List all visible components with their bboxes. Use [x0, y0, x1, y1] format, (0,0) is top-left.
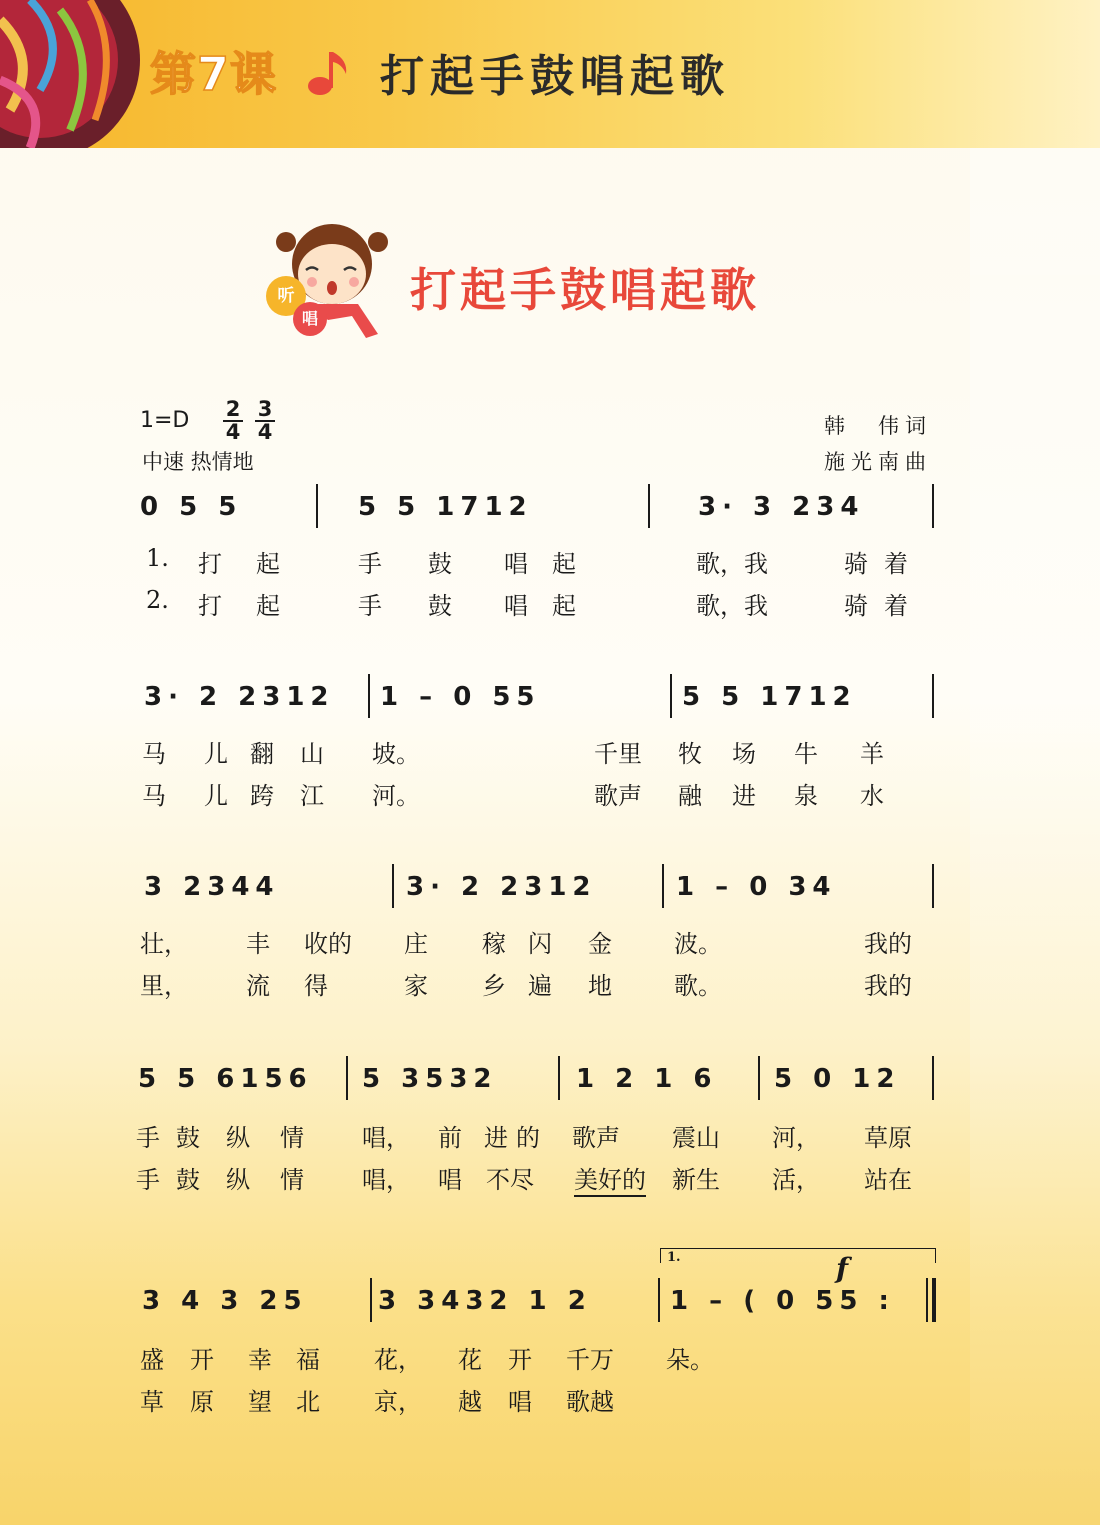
measure-notes: 5 0 12 — [774, 1064, 901, 1094]
bar-line — [932, 1056, 934, 1100]
measure-notes: 5 5 1712 — [358, 492, 533, 522]
lyric-syllable: 歌声 — [594, 782, 642, 810]
first-ending-bracket — [660, 1248, 936, 1263]
lyricist: 韩 伟词 — [824, 414, 932, 438]
measure-notes: 3· 2 2312 — [144, 682, 335, 712]
lyric-syllable: 千万 — [566, 1346, 614, 1374]
lyric-syllable: 鼓 — [428, 550, 452, 578]
lyric-syllable: 歌。 — [674, 972, 722, 1000]
lyric-syllable: 收的 — [304, 930, 352, 958]
bar-line — [932, 484, 934, 528]
lyric-syllable: 我的 — [864, 972, 912, 1000]
lyric-syllable: 地 — [588, 972, 612, 1000]
lyric-syllable: 遍 — [528, 972, 552, 1000]
measure-notes: 1 – 0 55 — [380, 682, 541, 712]
lesson-number: 第7课 — [150, 47, 278, 101]
lyric-syllable: 纵 — [226, 1166, 250, 1194]
measure-notes: 3 4 3 25 — [142, 1286, 308, 1316]
lyric-syllable: 着 — [884, 550, 908, 578]
lyric-syllable: 手 — [358, 550, 382, 578]
lyric-syllable: 儿 — [204, 740, 228, 768]
lyric-syllable: 手 — [136, 1166, 160, 1194]
song-credits — [824, 408, 932, 480]
lyric-syllable: 打 — [198, 592, 222, 620]
bar-line — [316, 484, 318, 528]
lyric-syllable: 千里 — [594, 740, 642, 768]
lyric-syllable: 纵 — [226, 1124, 250, 1152]
bar-line — [370, 1278, 372, 1322]
lyric-syllable: 鼓 — [176, 1124, 200, 1152]
lyric-syllable: 草原 — [864, 1124, 912, 1152]
lyric-syllable: 跨 — [250, 782, 274, 810]
measure-notes: 5 5 1712 — [682, 682, 857, 712]
lyric-syllable: 河。 — [372, 782, 420, 810]
lyric-syllable: 羊 — [860, 740, 884, 768]
lyric-syllable: 进 — [484, 1124, 508, 1152]
bar-line — [558, 1056, 560, 1100]
first-ending-number: 1. — [667, 1250, 681, 1265]
lyric-syllable: 花， — [374, 1346, 422, 1374]
lyric-syllable: 歌越 — [566, 1388, 614, 1416]
lyric-syllable: 壮， — [140, 930, 188, 958]
lyric-syllable: 骑 — [844, 550, 868, 578]
lyric-syllable: 手 — [136, 1124, 160, 1152]
lyric-syllable: 里， — [140, 972, 188, 1000]
repeat-bar-line-thick — [932, 1278, 936, 1322]
bar-line — [670, 674, 672, 718]
lyric-syllable: 泉 — [794, 782, 818, 810]
lyric-syllable: 打 — [198, 550, 222, 578]
lyric-syllable: 唱 — [508, 1388, 532, 1416]
lyric-syllable: 江 — [300, 782, 324, 810]
measure-notes: 3 3432 1 2 — [378, 1286, 592, 1316]
lyric-syllable: 越 — [458, 1388, 482, 1416]
bar-line — [346, 1056, 348, 1100]
measure-notes: 5 5 6156 — [138, 1064, 313, 1094]
lyric-syllable: 翻 — [250, 740, 274, 768]
lyric-syllable: 开 — [508, 1346, 532, 1374]
lyric-syllable: 前 — [438, 1124, 462, 1152]
measure-notes: 0 5 5 — [140, 492, 243, 522]
key-signature: 1=D — [140, 408, 190, 433]
lyric-syllable: 活， — [772, 1166, 820, 1194]
lyric-syllable: 着 — [884, 592, 908, 620]
lyric-syllable: 歌，我 — [696, 550, 768, 578]
lyric-syllable: 福 — [296, 1346, 320, 1374]
lyric-syllable: 牧 — [678, 740, 702, 768]
lyric-syllable: 流 — [246, 972, 270, 1000]
lyric-syllable: 坡。 — [372, 740, 420, 768]
page-edge-strip — [970, 148, 1100, 1525]
lyric-syllable: 进 — [732, 782, 756, 810]
time-signature-2-4: 2 4 — [222, 399, 244, 443]
lyric-syllable: 京， — [374, 1388, 422, 1416]
lyric-syllable: 歌声 — [572, 1124, 620, 1152]
lyric-syllable: 幸 — [248, 1346, 272, 1374]
lyric-syllable: 2. — [146, 586, 169, 614]
lyric-syllable: 花 — [458, 1346, 482, 1374]
sing-badge: 唱 — [293, 302, 327, 336]
lyric-syllable: 乡 — [482, 972, 506, 1000]
lyric-syllable: 不尽 — [486, 1166, 534, 1194]
lyric-syllable: 牛 — [794, 740, 818, 768]
lyric-syllable: 鼓 — [176, 1166, 200, 1194]
measure-notes: 1 – ( 0 55 : — [670, 1286, 895, 1316]
lyric-syllable: 站在 — [864, 1166, 912, 1194]
measure-notes: 3· 2 2312 — [406, 872, 597, 902]
lyric-syllable: 骑 — [844, 592, 868, 620]
bar-line — [932, 864, 934, 908]
measure-notes: 1 – 0 34 — [676, 872, 837, 902]
lyric-syllable: 1. — [146, 544, 169, 572]
lyric-syllable: 情 — [280, 1124, 304, 1152]
lyric-syllable: 新生 — [672, 1166, 720, 1194]
lyric-syllable: 得 — [304, 972, 328, 1000]
time-signature-3-4: 3 4 — [254, 399, 276, 443]
measure-notes: 3· 3 234 — [698, 492, 865, 522]
composer: 施光南曲 — [824, 450, 932, 474]
lyric-syllable: 家 — [404, 972, 428, 1000]
lyric-syllable: 唱， — [362, 1166, 410, 1194]
bar-line — [368, 674, 370, 718]
lyric-syllable: 马 — [142, 740, 166, 768]
bar-line — [658, 1278, 660, 1322]
lyric-syllable: 情 — [280, 1166, 304, 1194]
measure-notes: 3 2344 — [144, 872, 280, 902]
lyric-syllable: 原 — [190, 1388, 214, 1416]
lyric-syllable: 唱 — [504, 592, 528, 620]
bar-line — [392, 864, 394, 908]
repeat-bar-line — [926, 1278, 928, 1322]
lyric-syllable: 起 — [256, 550, 280, 578]
bar-line — [662, 864, 664, 908]
lyric-syllable: 场 — [732, 740, 756, 768]
lyric-syllable: 开 — [190, 1346, 214, 1374]
bar-line — [758, 1056, 760, 1100]
bar-line — [932, 674, 934, 718]
lyric-syllable: 的 — [516, 1124, 540, 1152]
lyric-syllable: 金 — [588, 930, 612, 958]
decorative-swirl-icon — [0, 0, 150, 148]
lyric-syllable: 河， — [772, 1124, 820, 1152]
lyric-syllable: 闪 — [528, 930, 552, 958]
lyric-syllable: 手 — [358, 592, 382, 620]
lyric-syllable: 朵。 — [666, 1346, 714, 1374]
lyric-syllable: 我的 — [864, 930, 912, 958]
tempo-marking: 中速 热情地 — [142, 450, 254, 474]
lyric-syllable: 起 — [552, 550, 576, 578]
lyric-syllable: 北 — [296, 1388, 320, 1416]
dynamic-forte: f — [836, 1252, 849, 1285]
song-title: 打起手鼓唱起歌 — [410, 263, 760, 317]
lyric-syllable: 草 — [140, 1388, 164, 1416]
lyric-syllable: 儿 — [204, 782, 228, 810]
lyric-syllable: 鼓 — [428, 592, 452, 620]
lyric-syllable: 起 — [256, 592, 280, 620]
lyric-underlined-phrase: 美好的 — [574, 1160, 646, 1197]
lyric-syllable: 震山 — [672, 1124, 720, 1152]
lyric-syllable: 融 — [678, 782, 702, 810]
lyric-syllable: 歌，我 — [696, 592, 768, 620]
listen-badge: 听 — [266, 276, 306, 316]
lyric-syllable: 马 — [142, 782, 166, 810]
lesson-title: 打起手鼓唱起歌 — [380, 51, 730, 102]
lyric-syllable: 庄 — [404, 930, 428, 958]
lyric-syllable: 波。 — [674, 930, 722, 958]
lyric-syllable: 唱 — [504, 550, 528, 578]
lyric-syllable: 丰 — [246, 930, 270, 958]
lyric-syllable: 水 — [860, 782, 884, 810]
lyric-syllable: 稼 — [482, 930, 506, 958]
music-note-icon — [298, 42, 358, 102]
bar-line — [648, 484, 650, 528]
lyric-syllable: 山 — [300, 740, 324, 768]
measure-notes: 1 2 1 6 — [576, 1064, 718, 1094]
lyric-syllable: 望 — [248, 1388, 272, 1416]
lyric-syllable: 唱 — [438, 1166, 462, 1194]
lyric-syllable: 起 — [552, 592, 576, 620]
lyric-syllable: 盛 — [140, 1346, 164, 1374]
lyric-syllable: 唱， — [362, 1124, 410, 1152]
measure-notes: 5 3532 — [362, 1064, 498, 1094]
